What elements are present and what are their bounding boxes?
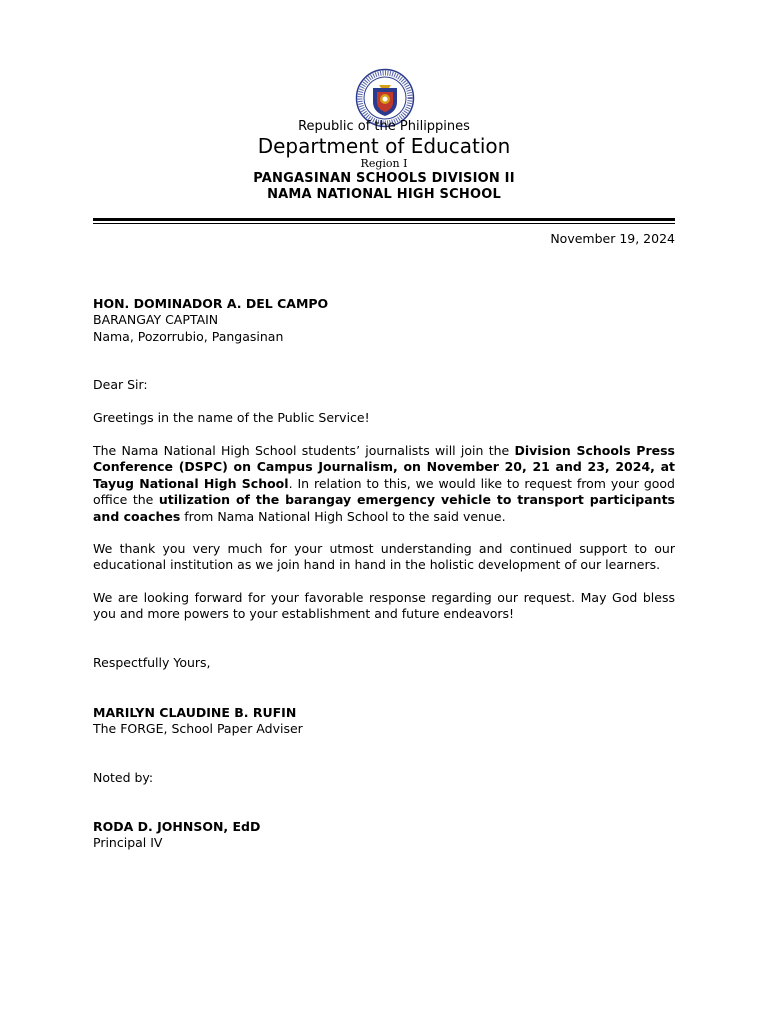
p1-text-3: from Nama National High School to the said venue. <box>180 508 506 524</box>
signatory-adviser <box>93 705 675 738</box>
recipient-title: BARANGAY CAPTAIN <box>93 312 219 328</box>
p1-text-2: . In relation to this, we would like to request from your good office the <box>93 475 675 508</box>
header-divider-thin <box>93 223 675 224</box>
paragraph-thanks: We thank you very much for your utmost understanding and continued support to our educational institution as we join hand in hand in the holistic development of our learners. <box>93 541 675 573</box>
republic-line: Republic of the Philippines <box>298 119 470 134</box>
header-divider-thick <box>93 218 675 221</box>
greeting: Greetings in the name of the Public Service! <box>93 410 370 425</box>
letter-date: November 19, 2024 <box>550 231 675 246</box>
signatory-principal <box>93 819 675 852</box>
p1-text-1: The Nama National High School students’ journalists will join the <box>93 443 515 458</box>
salutation: Dear Sir: <box>93 377 148 392</box>
p1-bold-event: Division Schools Press Conference (DSPC) on Campus Journalism, on November 20, 21 and 23, 2024, at Tayug National High School <box>93 443 675 491</box>
signatory1-name: MARILYN CLAUDINE B. RUFIN <box>93 705 297 720</box>
division-line: PANGASINAN SCHOOLS DIVISION II <box>253 171 515 186</box>
complimentary-close: Respectfully Yours, <box>93 655 211 670</box>
recipient-address: Nama, Pozorrubio, Pangasinan <box>93 328 284 344</box>
region-line: Region I <box>360 157 408 170</box>
paragraph-request <box>93 443 675 525</box>
p1-bold-request: utilization of the barangay emergency vehicle to transport participants and coaches <box>93 492 675 524</box>
signatory2-name: RODA D. JOHNSON, EdD <box>93 819 261 834</box>
signatory1-title: The FORGE, School Paper Adviser <box>93 721 303 737</box>
paragraph-closing-wish: We are looking forward for your favorable response regarding our request. May God bless you and more powers to your establishment and future endeavors! <box>93 590 675 622</box>
noted-label: Noted by: <box>93 770 154 785</box>
recipient-name: HON. DOMINADOR A. DEL CAMPO <box>93 296 329 311</box>
signatory2-title: Principal IV <box>93 835 163 851</box>
school-name: NAMA NATIONAL HIGH SCHOOL <box>267 187 501 202</box>
department-title: Department of Education <box>257 134 511 158</box>
recipient-block <box>93 296 675 345</box>
